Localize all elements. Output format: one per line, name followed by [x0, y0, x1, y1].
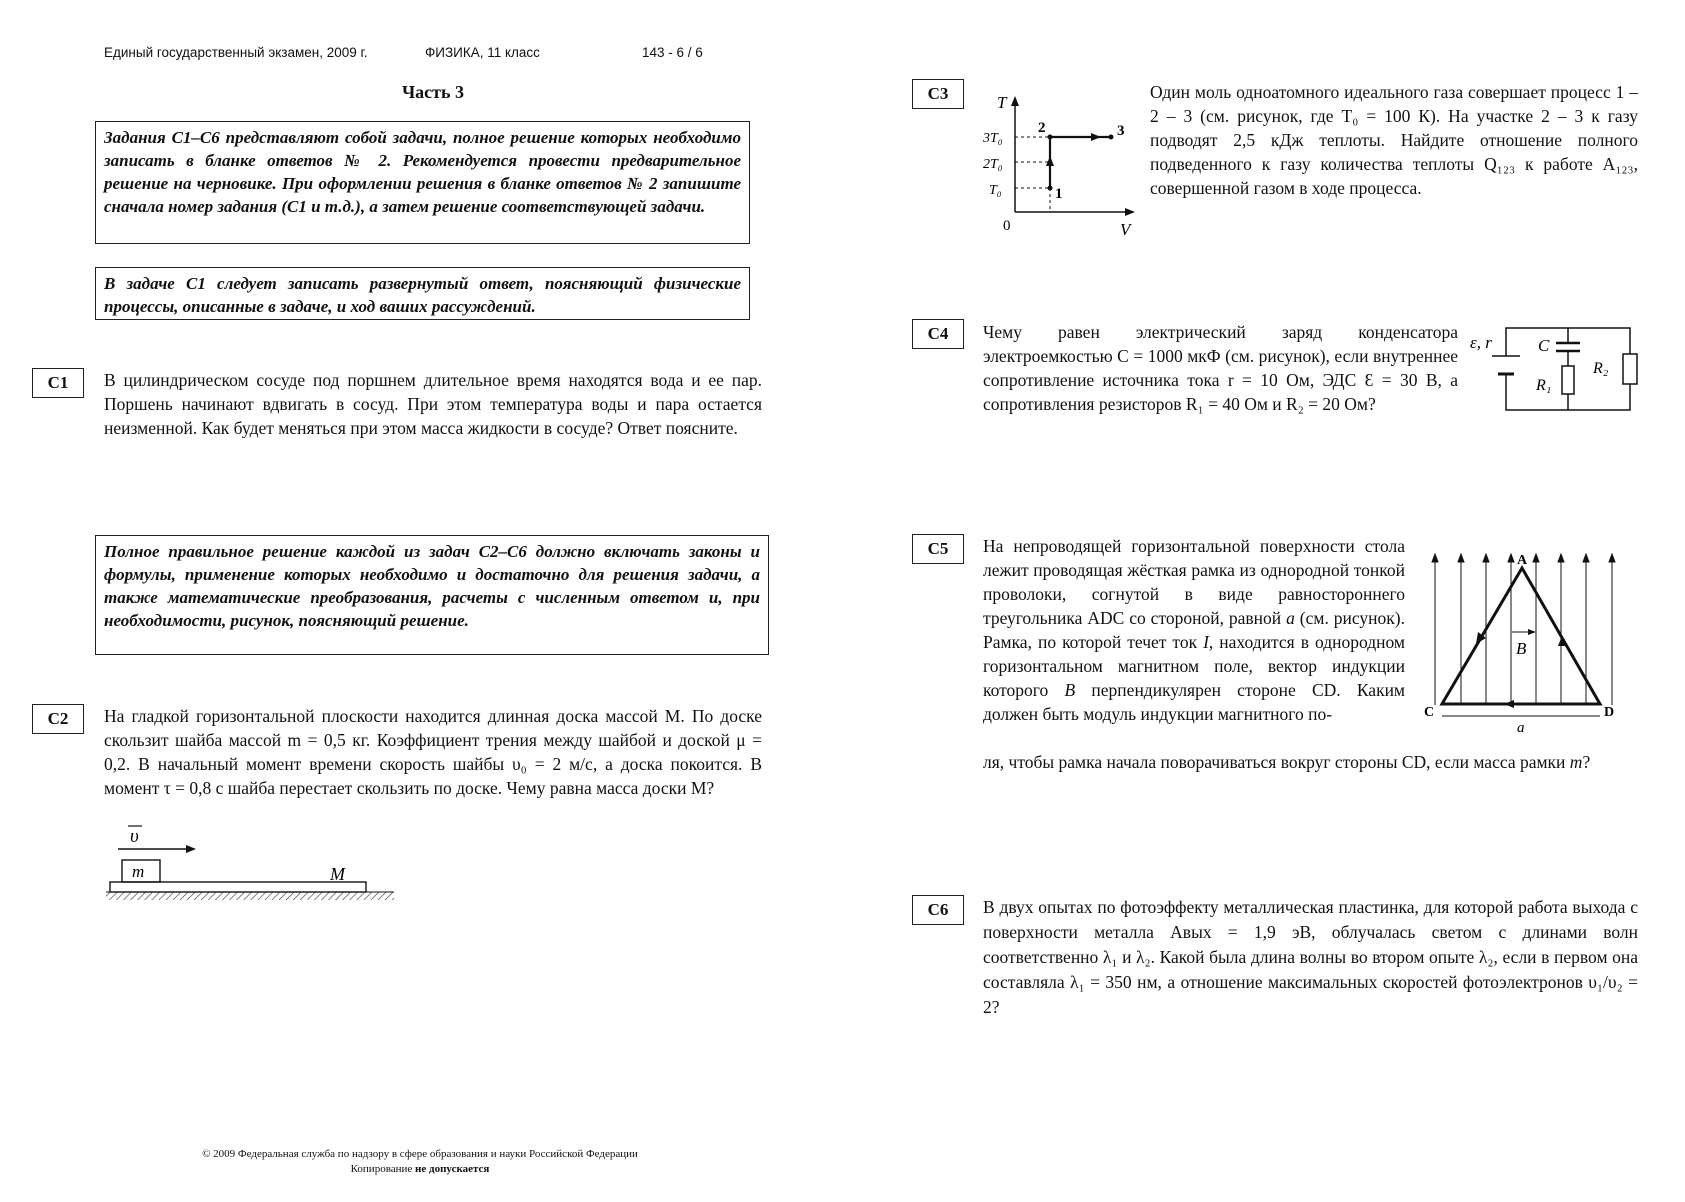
b-vector-label: B: [1516, 639, 1527, 658]
puck-mass-label: m: [132, 862, 145, 881]
task-number-c1: С1: [32, 368, 84, 398]
part-title: Часть 3: [401, 82, 465, 102]
header-exam: Единый государственный экзамен, 2009 г.: [104, 45, 368, 60]
task-number-c4: С4: [912, 319, 964, 349]
task-text-c3: Один моль одноатомного идеального газа совершает процесс 1 – 2 – 3 (см. рисунок, где T₀ = 100 К). На участке 2 – 3 к газу подводят 2,5 кДж теплоты. Найдите отношение полного подведенного к газу количества теплоты Q₁₂₃ к работе A₁₂₃, совершенной газом в ходе процесса.: [1150, 82, 1638, 198]
v-axis-label: V: [1120, 220, 1131, 239]
task-number-c5: С5: [912, 534, 964, 564]
task-number-c6: С6: [912, 895, 964, 925]
point-1: 1: [1055, 186, 1063, 202]
ground-hatch: [106, 892, 394, 900]
board-mass-label: M: [330, 864, 345, 884]
header-page: 143 - 6 / 6: [642, 45, 703, 60]
vertex-c: C: [1424, 705, 1435, 720]
r1-label: R₁: [1536, 377, 1552, 394]
point-2: 2: [1038, 120, 1046, 136]
task-text-c2: На гладкой горизонтальной плоскости находится длинная доска массой M. По доске скользит шайба массой m = 0,5 кг. Коэффициент трения между шайбой и доской μ = 0,2. В начальный момент времени скорость шайбы υ₀ = 2 м/с, а доска покоится. В момент τ = 0,8 с шайба перестает скользить по доске. Чему равна масса доски M?: [104, 706, 762, 798]
c5-figure: [1418, 550, 1638, 735]
source-label: ε, r: [1470, 333, 1492, 352]
tick-3t0: 3T₀: [983, 131, 1003, 146]
task-number-c3: С3: [912, 79, 964, 109]
task-text-c6: В двух опытах по фотоэффекту металлическая пластинка, для которой работа выхода с поверхности металла Aвых = 1,9 эВ, облучалась светом с длинами волн соответственно λ₁ и λ₂. Какой была длина волны во втором опыте λ₂, если в первом она составляла λ₁ = 350 нм, а отношение максимальных скоростей фотоэлектронов υ₁/υ₂ = 2?: [983, 897, 1638, 1017]
origin-label: 0: [1003, 218, 1011, 234]
c4-circuit: [1468, 318, 1638, 428]
triangle-frame: [1442, 568, 1600, 704]
side-a-label: a: [1517, 720, 1525, 735]
footer-copyright: © 2009 Федеральная служба по надзору в сфере образования и науки Российской Федерации: [202, 1148, 638, 1160]
tick-t0: T₀: [989, 183, 1002, 198]
footer-copy-note: Копирование не допускается: [350, 1163, 490, 1175]
task-text-c5-part1: На непроводящей горизонтальной поверхности стола лежит проводящая жёсткая рамка из однородной тонкой проволоки, согнутой в виде равностороннего треугольника ADC со стороной, равной a (см. рисунок). Рамка, по которой течет ток I, находится в однородном горизонтальном магнитном поле, вектор индукции которого B перпендикулярен стороне CD. Каким должен быть модуль индукции магнитного по-: [983, 536, 1406, 724]
instructions-c2c6-note: Полное правильное решение каждой из задач С2–С6 должно включать законы и формулы, применение которых необходимо и достаточно для решения задачи, а также математические преобразования, расчеты с численным ответом и, при необходимости, рисунок, поясняющий решение.: [95, 535, 769, 655]
vertex-a: A: [1517, 553, 1528, 568]
c3-graph: [975, 90, 1140, 245]
footer: [120, 1147, 720, 1177]
footer-copy-forbidden: не допускается: [415, 1163, 490, 1175]
task-text-c4: Чему равен электрический заряд конденсатора электроемкостью C = 1000 мкФ (см. рисунок), если внутреннее сопротивление источника тока r = 10 Ом, ЭДС Ɛ = 30 В, а сопротивления резисторов R₁ = 40 Ом и R₂ = 20 Ом?: [983, 322, 1458, 414]
board: [110, 882, 366, 892]
task-number-c2: С2: [32, 704, 84, 734]
resistor-r2: [1623, 354, 1637, 384]
velocity-label: υ: [130, 826, 139, 847]
resistor-r1: [1562, 366, 1574, 394]
vertex-d: D: [1604, 705, 1615, 720]
header-subject: ФИЗИКА, 11 класс: [425, 45, 540, 60]
t-axis-label: T: [997, 93, 1007, 112]
c2-figure: [104, 820, 394, 910]
task-text-c5-part2: ля, чтобы рамка начала поворачиваться вокруг стороны CD, если масса рамки m?: [983, 752, 1591, 772]
task-text-c1: В цилиндрическом сосуде под поршнем длительное время находятся вода и ее пар. Поршень начинают вдвигать в сосуд. При этом температура воды и пара остается неизменной. Как будет меняться при этом масса жидкости в сосуде? Ответ поясните.: [104, 370, 762, 438]
capacitor-label: C: [1538, 336, 1550, 355]
tick-2t0: 2T₀: [983, 157, 1003, 172]
r2-label: R₂: [1593, 360, 1609, 377]
point-3: 3: [1117, 123, 1125, 139]
instructions-c1-note: В задаче С1 следует записать развернутый ответ, поясняющий физические процессы, описанные в задаче, и ход ваших рассуждений.: [95, 267, 750, 320]
instructions-intro: Задания С1–С6 представляют собой задачи, полное решение которых необходимо записать в бланке ответов № 2. Рекомендуется провести предварительное решение на черновике. При оформлении решения в бланке ответов № 2 запишите сначала номер задания (С1 и т.д.), а затем решение соответствующей задачи.: [95, 121, 750, 244]
